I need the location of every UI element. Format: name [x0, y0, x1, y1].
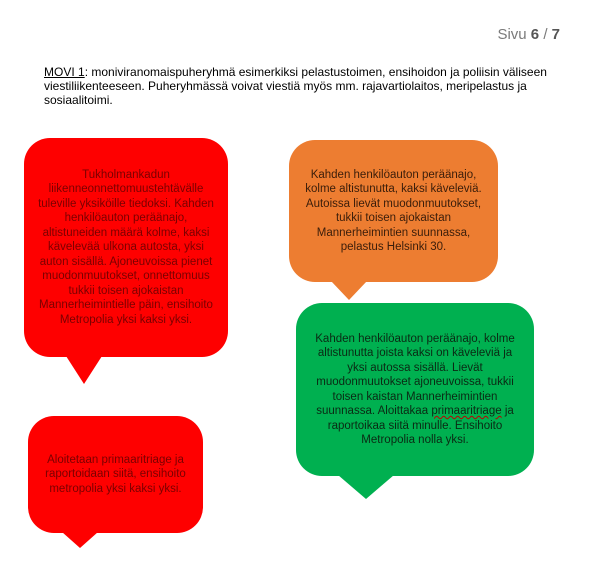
intro-paragraph	[44, 65, 554, 107]
bubble-red-top-tail	[66, 356, 102, 384]
bubble-orange-text: Kahden henkilöauton peräänajo, kolme altistunutta, kaksi käveleviä. Autoissa lievät muodonmuutokset, tukkii toisen ajokaistan Mannerheimintien suunnassa, pelastus Helsinki 30.	[305, 168, 482, 253]
bubble-green-text-start: Kahden henkilöauton peräänajo, kolme altistunutta joista kaksi on käveleviä ja yksi autossa sisällä. Lievät muodonmuutokset ajoneuvoissa, tukkii toisen kaistan Mannerheimintien suunnassa. Aloittakaa	[315, 332, 515, 417]
intro-text: : moniviranomaispuheryhmä esimerkiksi pelastustoimen, ensihoidon ja poliisin väliseen viestiliikenteeseen. Puheryhmässä voivat viestiä myös mm. rajavartiolaitos, meripelastus ja sosiaalitoimi.	[44, 65, 547, 107]
page-total: 7	[551, 26, 560, 43]
bubble-green-text-end: ja raportoikaa siitä minulle. Ensihoito Metropolia nolla yksi.	[327, 405, 514, 446]
speech-bubble-red-top	[24, 138, 228, 357]
bubble-red-top-text: Tukholmankadun liikenneonnettomuustehtävälle tuleville yksiköille tiedoksi. Kahden henkilöauton peräänajo, altistuneiden määrä kolme, kaksi kävelevää ulkona autosta, yksi auton sisällä. Ajoneuvoissa pienet muodonmuutokset, onnettomuus tukkii toisen ajokaistan Mannerheimintielle päin, ensihoito Metropolia yksi kaksi yksi.	[38, 168, 214, 326]
bubble-red-bottom-tail	[62, 532, 98, 548]
bubble-green-underlined-word: primaaritriage	[431, 405, 502, 417]
page-separator: /	[543, 26, 548, 43]
bubble-orange-tail	[331, 281, 367, 300]
bubble-green-text	[310, 332, 520, 448]
bubble-green-tail	[338, 475, 394, 499]
page-number	[497, 26, 560, 43]
intro-label: MOVI 1	[44, 65, 85, 79]
page-current: 6	[530, 26, 540, 43]
bubble-red-bottom-text: Aloitetaan primaaritriage ja raportoidaan siitä, ensihoito metropolia yksi kaksi yksi.	[45, 453, 186, 495]
speech-bubble-green	[296, 303, 534, 476]
speech-bubble-orange	[289, 140, 498, 282]
page-prefix: Sivu	[497, 26, 527, 43]
speech-bubble-red-bottom	[28, 416, 203, 533]
